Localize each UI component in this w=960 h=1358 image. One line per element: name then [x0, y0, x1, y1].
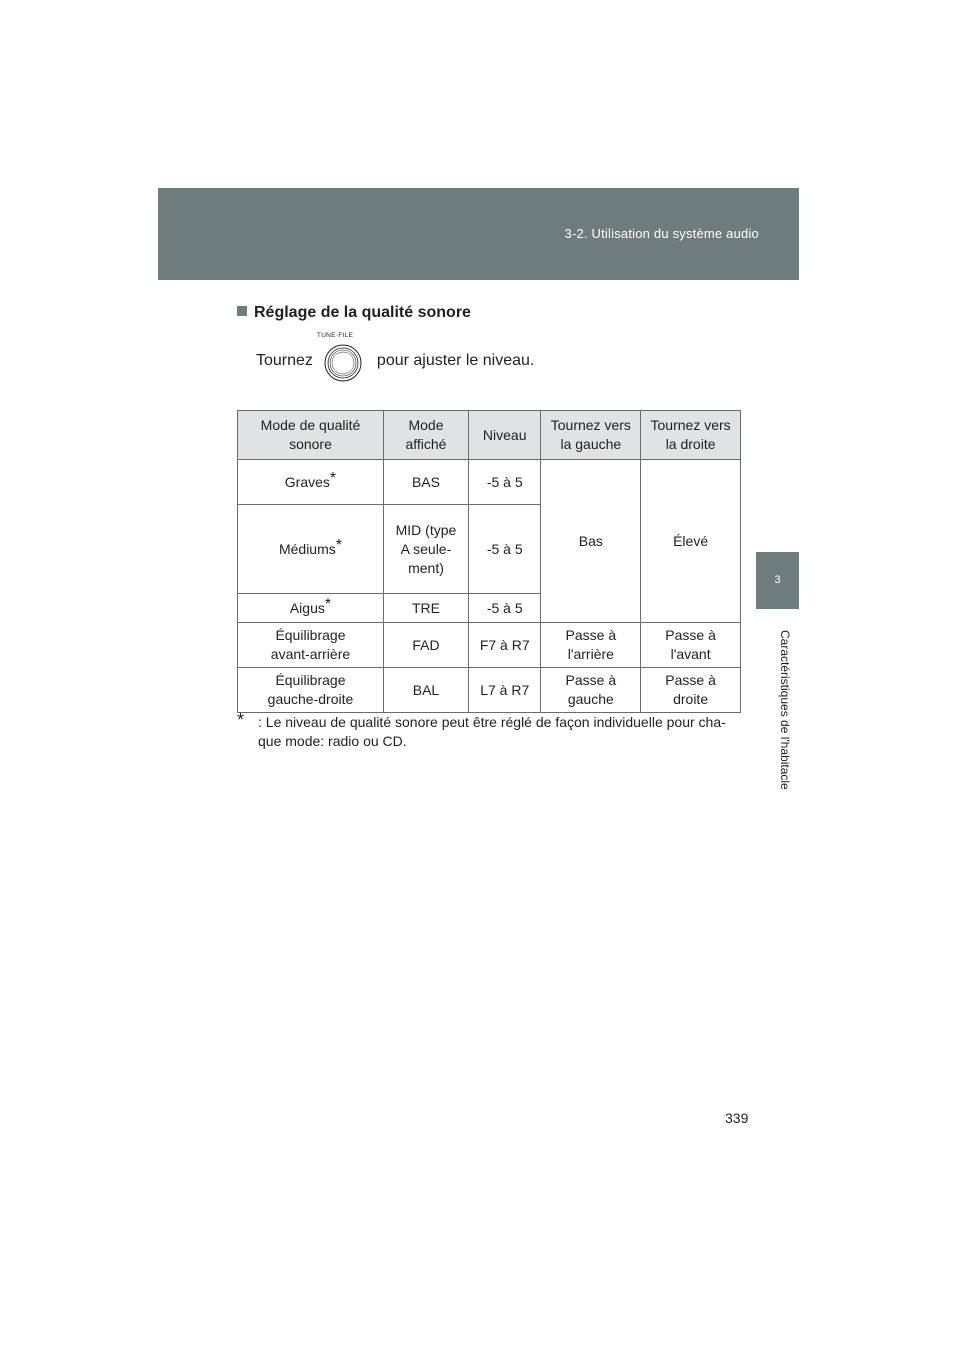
cell-mode: Équilibrage avant-arrière — [238, 623, 384, 668]
cell-right: Passe à l'avant — [641, 623, 741, 668]
cell-mode — [238, 460, 384, 505]
chapter-tab — [756, 552, 799, 609]
header-left: Tournez vers la gauche — [541, 411, 641, 460]
section-title — [237, 304, 471, 322]
knob-icon — [324, 344, 362, 382]
header-level: Niveau — [469, 411, 541, 460]
cell-display: FAD — [383, 623, 468, 668]
cell-left-merged: Bas — [541, 460, 641, 623]
section-title-text: Réglage de la qualité sonore — [254, 304, 471, 321]
square-bullet-icon — [237, 306, 247, 316]
header-mode: Mode de qualité sonore — [238, 411, 384, 460]
cell-left: Passe à gauche — [541, 668, 641, 713]
footnote — [237, 710, 743, 751]
cell-mode — [238, 505, 384, 594]
cell-display: TRE — [383, 594, 468, 623]
page-number: 339 — [725, 1110, 749, 1126]
cell-right: Passe à droite — [641, 668, 741, 713]
cell-mode — [238, 594, 384, 623]
knob-label: TUNE·FILE — [316, 332, 354, 339]
cell-level: -5 à 5 — [469, 505, 541, 594]
header-band — [158, 188, 799, 280]
tune-file-knob — [316, 332, 367, 386]
instruction-after: pour ajuster le niveau. — [376, 352, 535, 369]
mode-text: Médiums — [278, 540, 336, 557]
footnote-marker: * — [237, 710, 245, 730]
table-row — [238, 668, 741, 713]
header-display: Mode affiché — [383, 411, 468, 460]
footnote-star: * — [324, 595, 332, 613]
sound-settings-table — [237, 410, 741, 713]
breadcrumb: 3-2. Utilisation du système audio — [564, 226, 759, 241]
header-right: Tournez vers la droite — [641, 411, 741, 460]
cell-level: -5 à 5 — [469, 460, 541, 505]
table-row — [238, 460, 741, 505]
table-row — [238, 623, 741, 668]
footnote-star: * — [335, 536, 342, 554]
cell-level: L7 à R7 — [469, 668, 541, 713]
mode-text: Aigus — [289, 599, 325, 616]
chapter-label: Caractéristiques de l'habitacle — [778, 630, 792, 790]
cell-display: BAS — [383, 460, 468, 505]
mode-text: Graves — [284, 473, 330, 490]
cell-left: Passe à l'arrière — [541, 623, 641, 668]
footnote-star: * — [329, 469, 337, 487]
cell-mode: Équilibrage gauche-droite — [238, 668, 384, 713]
cell-display: BAL — [383, 668, 468, 713]
cell-display: MID (type A seule- ment) — [383, 505, 468, 594]
cell-level: -5 à 5 — [469, 594, 541, 623]
chapter-number: 3 — [774, 574, 781, 586]
footnote-text: : Le niveau de qualité sonore peut être réglé de façon individuelle pour cha- que mode: radio ou CD. — [258, 714, 726, 749]
instruction-before: Tournez — [256, 352, 313, 369]
table-header-row — [238, 411, 741, 460]
cell-right-merged: Élevé — [641, 460, 741, 623]
cell-level: F7 à R7 — [469, 623, 541, 668]
instruction — [256, 332, 535, 386]
